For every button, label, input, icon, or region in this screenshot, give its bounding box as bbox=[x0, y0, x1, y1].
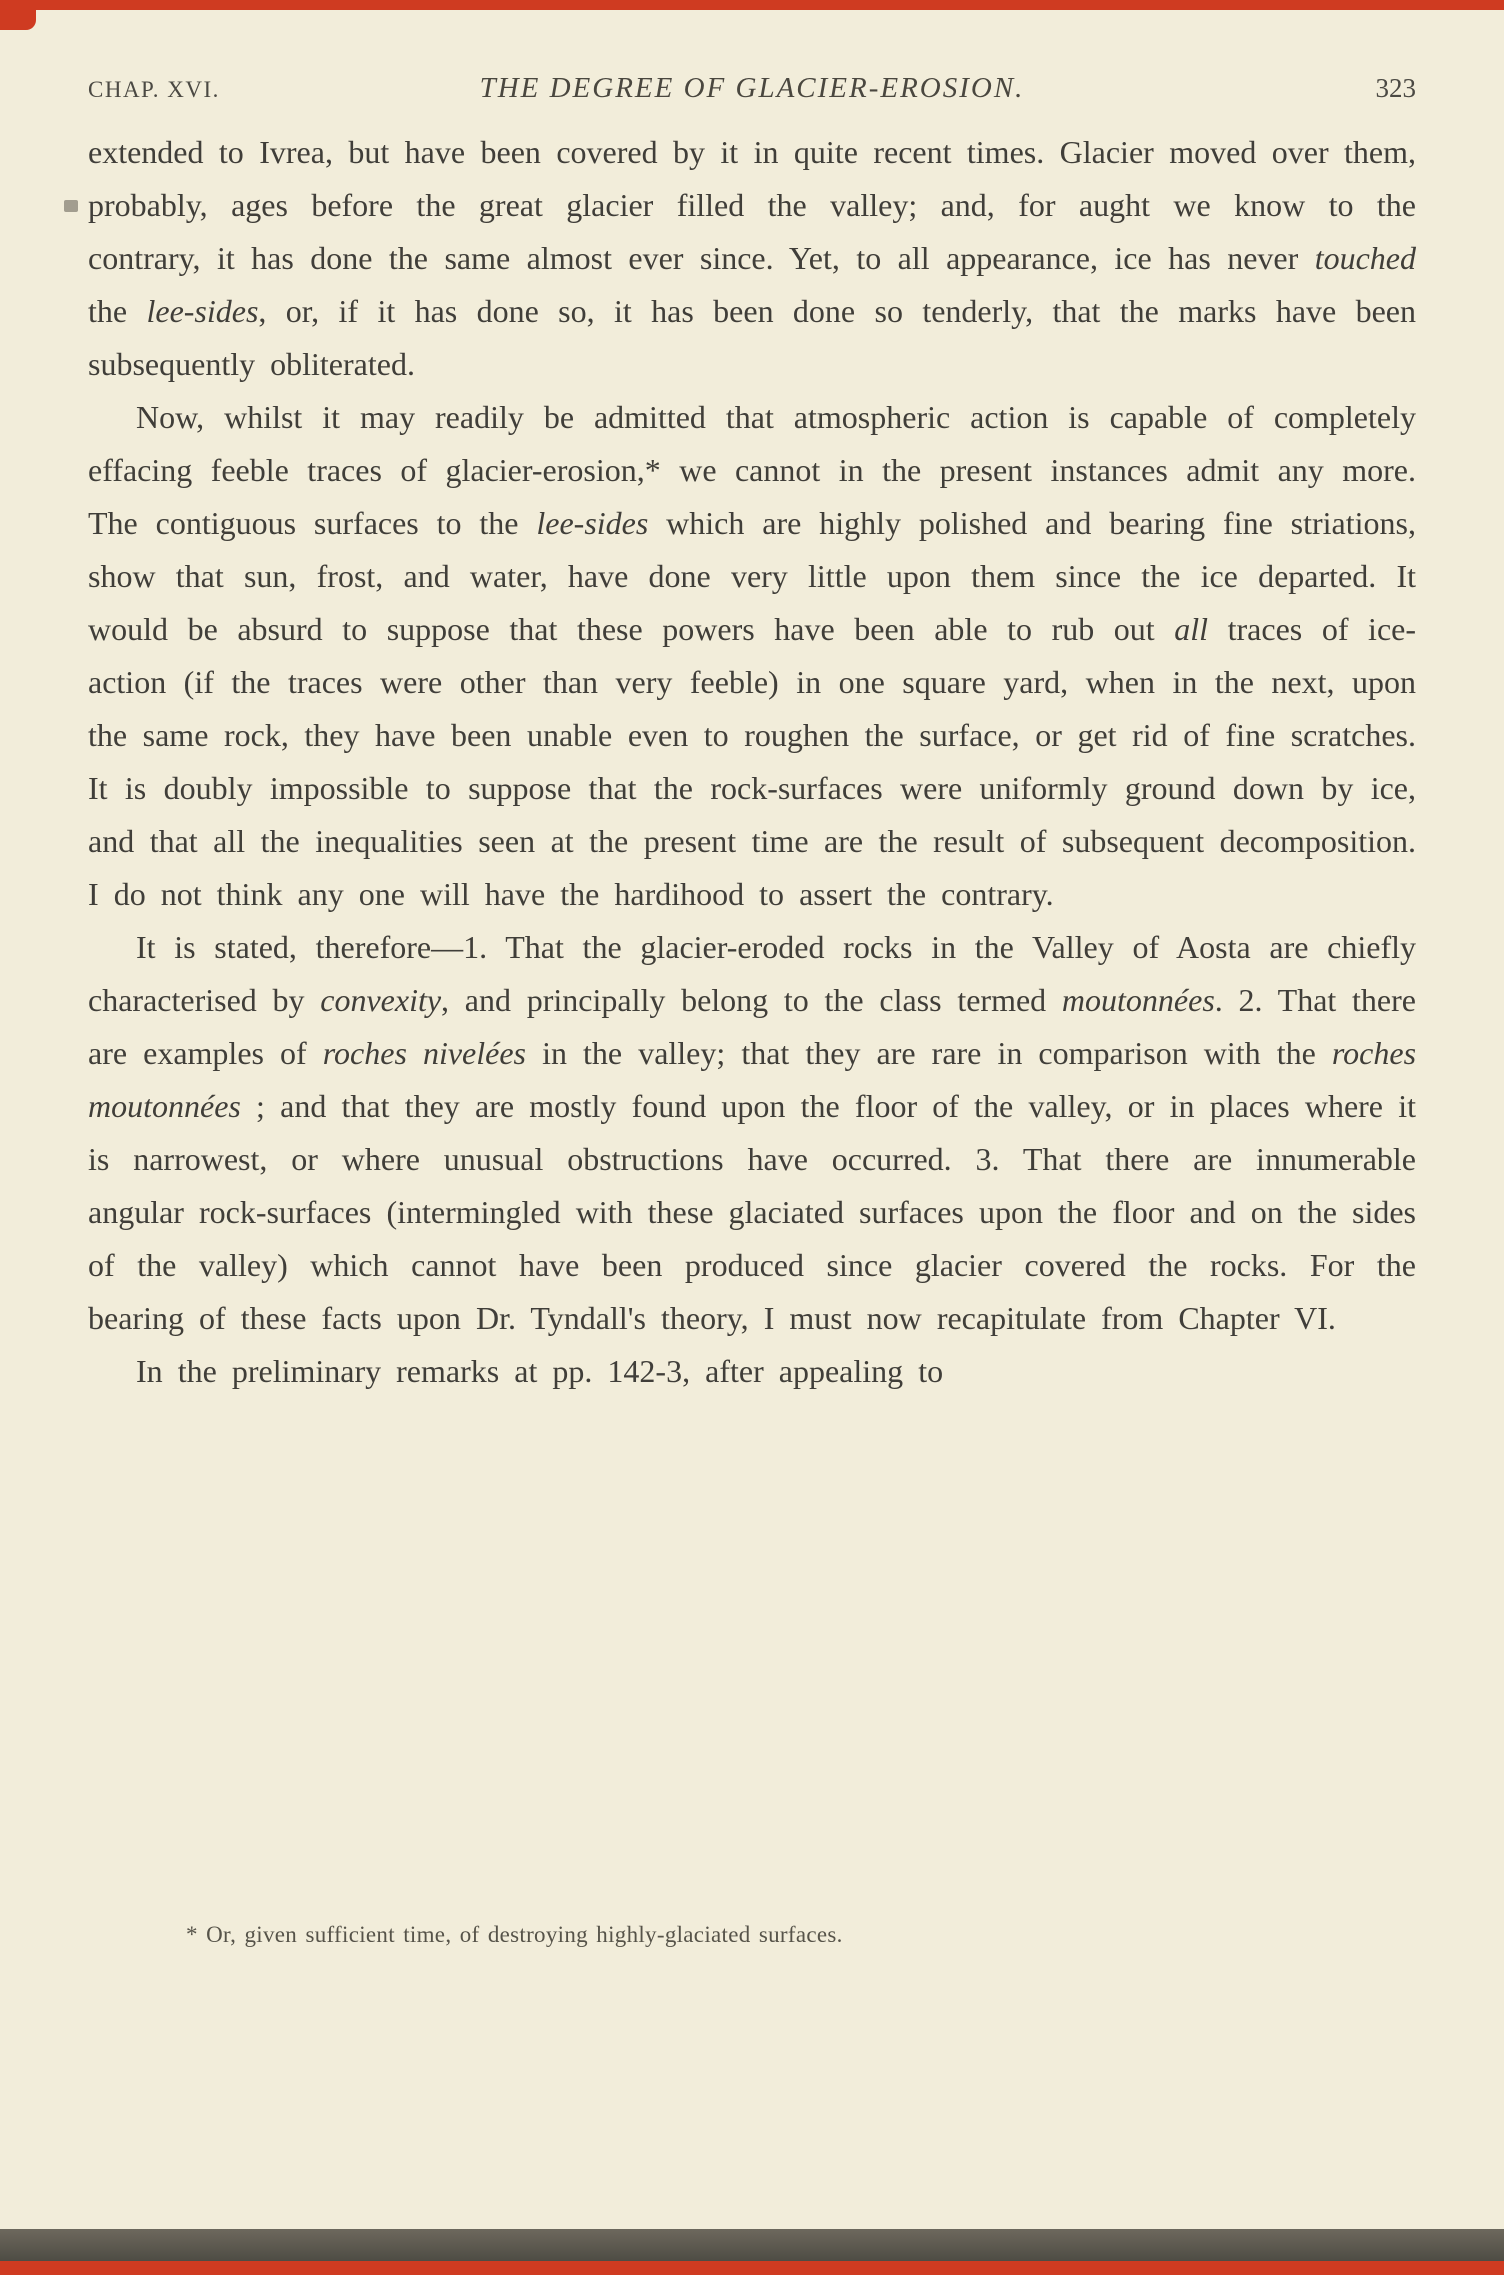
text-run: , and principally belong to the class termed bbox=[441, 982, 1062, 1018]
scan-edge-bottom-dark bbox=[0, 2229, 1504, 2261]
paragraph bbox=[88, 391, 1416, 921]
footnote: * Or, given sufficient time, of destroying highly-glaciated surfaces. bbox=[186, 1922, 843, 1947]
text-run: traces of ice-action (if the traces were other than very feeble) in one square yard, when in the next, upon the same rock, they have been unable even to roughen the surface, or get rid of fine scratches. It is doubly impossible to suppose that the rock-surfaces were uniformly ground down by ice, and that all the inequalities seen at the present time are the result of subsequent decomposition. I do not think any one will have the hardihood to assert the contrary. bbox=[88, 611, 1417, 912]
text-run: , or, if it has done so, it has been done so tenderly, that the marks have been subsequently obliterated. bbox=[88, 293, 1416, 382]
italic-text-run: convexity bbox=[320, 982, 442, 1018]
italic-text-run: touched bbox=[1314, 240, 1416, 276]
text-run: . 2. That there are examples of bbox=[88, 982, 1416, 1071]
text-run: in the valley; that they are rare in comparison with the bbox=[526, 1035, 1332, 1071]
italic-text-run: roches nivelées bbox=[322, 1035, 527, 1071]
text-run: In the preliminary remarks at pp. 142-3, after appealing to bbox=[136, 1353, 944, 1389]
italic-text-run: lee-sides bbox=[536, 505, 649, 541]
print-smudge bbox=[64, 200, 78, 212]
italic-text-run: all bbox=[1174, 611, 1209, 647]
running-title: THE DEGREE OF GLACIER-EROSION. bbox=[479, 72, 1025, 104]
page-number: 323 bbox=[1375, 73, 1416, 103]
scan-edge-top bbox=[0, 0, 1504, 10]
scan-edge-bottom-red bbox=[0, 2261, 1504, 2275]
italic-text-run: roches moutonnées bbox=[88, 1035, 1417, 1124]
paragraph bbox=[88, 921, 1416, 1345]
text-run: Now, whilst it may readily be admitted that atmospheric action is capable of completely effacing feeble traces of glacier-erosion,* we cannot in the present instances admit any more. The contiguous surfaces to the bbox=[88, 399, 1416, 541]
text-run: ; and that they are mostly found upon the floor of the valley, or in places where it is narrowest, or where unusual obstructions have occurred. 3. That there are innumerable angular rock-surfaces (intermingled with these glaciated surfaces upon the floor and on the sides of the valley) which cannot have been produced since glacier covered the rocks. For the bearing of these facts upon Dr. Tyndall's theory, I must now recapitulate from Chapter VI. bbox=[88, 1088, 1416, 1336]
text-run: which are highly polished and bearing fine striations, show that sun, frost, and water, have done very little upon them since the ice departed. It would be absurd to suppose that these powers have been able to rub out bbox=[88, 505, 1416, 647]
text-run: the bbox=[88, 293, 147, 329]
paragraph bbox=[88, 126, 1416, 391]
chapter-label: CHAP. XVI. bbox=[88, 77, 220, 102]
page-header bbox=[88, 72, 1416, 105]
italic-text-run: lee-sides bbox=[146, 293, 259, 329]
text-run: It is stated, therefore—1. That the glacier-eroded rocks in the Valley of Aosta are chiefly characterised by bbox=[88, 929, 1416, 1018]
text-run: extended to Ivrea, but have been covered by it in quite recent times. Glacier moved over them, probably, ages before the great glacier filled the valley; and, for aught we know to the contrary, it has done the same almost ever since. Yet, to all appearance, ice has never bbox=[88, 134, 1416, 276]
italic-text-run: moutonnées bbox=[1061, 982, 1215, 1018]
page-body bbox=[88, 126, 1416, 1398]
paragraph bbox=[88, 1345, 1416, 1398]
scan-edge-corner bbox=[0, 0, 36, 30]
